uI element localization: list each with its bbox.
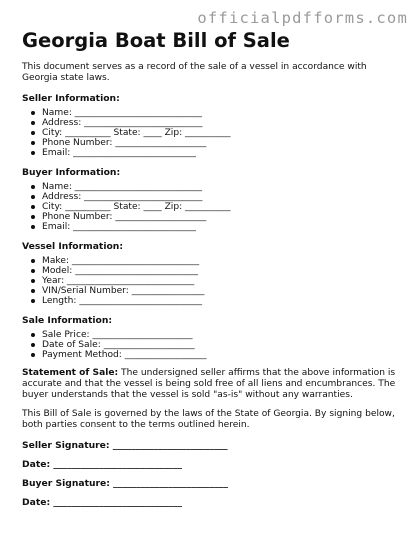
page-title: Georgia Boat Bill of Sale <box>22 29 290 52</box>
buyer-name-field: Name: ____________________________ <box>42 182 402 192</box>
signature-block <box>22 440 402 508</box>
seller-email-field: Email: ___________________________ <box>42 148 402 158</box>
vessel-heading: Vessel Information: <box>22 241 123 252</box>
seller-section <box>22 93 402 158</box>
vessel-year-field: Year: ____________________________ <box>42 276 402 286</box>
sale-section <box>22 315 402 360</box>
statement-label: Statement of Sale: <box>22 368 119 378</box>
buyer-fields <box>22 182 402 232</box>
seller-heading: Seller Information: <box>22 93 120 104</box>
sale-price-field: Sale Price: ______________________ <box>42 330 402 340</box>
buyer-email-field: Email: ___________________________ <box>42 222 402 232</box>
seller-phone-field: Phone Number: ____________________ <box>42 138 402 148</box>
seller-signature-line: Seller Signature: _________________________ <box>22 440 228 451</box>
buyer-signature-line: Buyer Signature: _________________________ <box>22 478 228 489</box>
buyer-address-field: Address: __________________________ <box>42 192 402 202</box>
seller-date-line: Date: ____________________________ <box>22 459 182 470</box>
payment-method-field: Payment Method: __________________ <box>42 350 402 360</box>
vessel-section <box>22 241 402 306</box>
sale-date-field: Date of Sale: ____________________ <box>42 340 402 350</box>
buyer-date-line: Date: ____________________________ <box>22 497 182 508</box>
seller-name-field: Name: ____________________________ <box>42 108 402 118</box>
sale-fields <box>22 330 402 360</box>
bill-of-sale-document <box>22 30 402 508</box>
seller-address-field: Address: __________________________ <box>42 118 402 128</box>
seller-city-state-zip-field: City: __________ State: ____ Zip: __________ <box>42 128 402 138</box>
seller-fields <box>22 108 402 158</box>
sale-heading: Sale Information: <box>22 315 113 326</box>
buyer-heading: Buyer Information: <box>22 167 121 178</box>
statement-text: The undersigned seller affirms that the above information is accurate and that the vessel is being sold free of all liens and encumbrances. The buyer understands that the vessel is sold "as-is" without any warranties. <box>22 368 396 400</box>
buyer-city-state-zip-field: City: __________ State: ____ Zip: __________ <box>42 202 402 212</box>
vessel-make-field: Make: ____________________________ <box>42 256 402 266</box>
vessel-length-field: Length: ___________________________ <box>42 296 402 306</box>
buyer-section <box>22 167 402 232</box>
governing-law-text: This Bill of Sale is governed by the laws of the State of Georgia. By signing below, both parties consent to the terms outlined herein. <box>22 409 395 430</box>
vessel-model-field: Model: ___________________________ <box>42 266 402 276</box>
statement-of-sale <box>22 368 402 401</box>
watermark-logo: officialpdfforms.com <box>197 9 408 27</box>
intro-text: This document serves as a record of the sale of a vessel in accordance with Georgia state laws. <box>22 62 367 83</box>
buyer-phone-field: Phone Number: ____________________ <box>42 212 402 222</box>
vessel-fields <box>22 256 402 306</box>
vessel-vin-field: VIN/Serial Number: ________________ <box>42 286 402 296</box>
